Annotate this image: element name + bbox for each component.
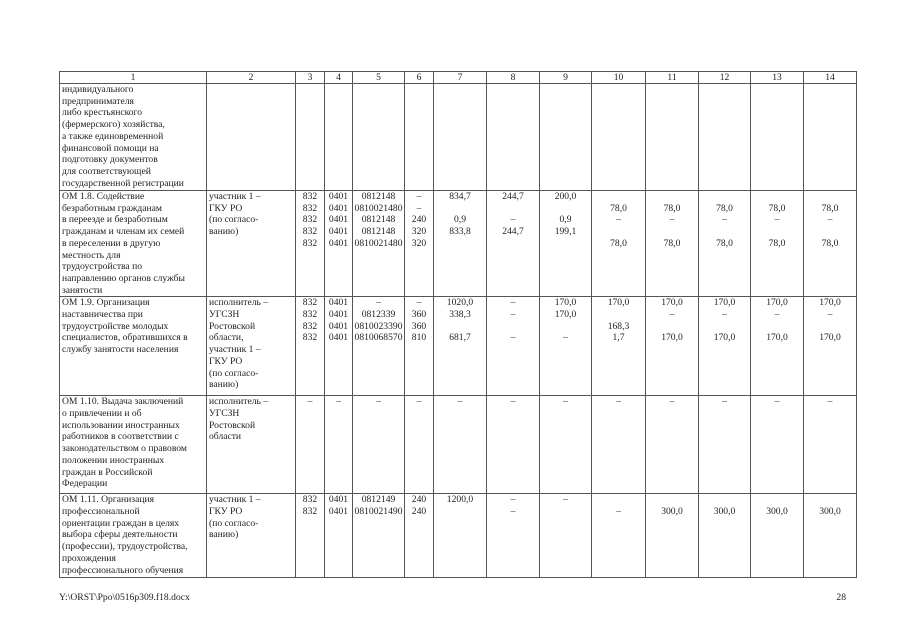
value-cell: 170,0 – 170,0	[699, 297, 751, 396]
column-number-header: 14	[804, 72, 857, 84]
value-cell: – –	[487, 494, 540, 578]
value-cell: 200,0 0,9 199,1	[540, 191, 592, 297]
value-cell: 300,0	[751, 494, 804, 578]
column-number-header: 4	[325, 72, 353, 84]
value-cell: – 360 360 810	[405, 297, 434, 396]
column-number-header: 6	[405, 72, 434, 84]
column-number-header: 13	[751, 72, 804, 84]
value-cell: –	[353, 396, 405, 494]
value-cell: –	[804, 396, 857, 494]
value-cell: 832 832 832 832	[296, 297, 325, 396]
value-cell: –	[592, 396, 646, 494]
measure-name-cell: индивидуального предпринимателя либо крестьянского (фермерского) хозяйства, а также единовременной финансовой помощи на подготовку документов для соответствующей государственной регистрации	[60, 84, 207, 191]
value-cell	[325, 84, 353, 191]
value-cell	[804, 84, 857, 191]
table-row	[60, 396, 857, 494]
value-cell: 170,0 170,0 –	[540, 297, 592, 396]
value-cell: 832 832 832 832 832	[296, 191, 325, 297]
value-cell: – – –	[487, 297, 540, 396]
value-cell: 300,0	[804, 494, 857, 578]
value-cell	[646, 84, 699, 191]
executor-cell	[207, 84, 296, 191]
value-cell	[353, 84, 405, 191]
footer-file-path: Y:\ORST\Ppo\0516p309.f18.docx	[59, 592, 190, 603]
measure-name-cell: ОМ 1.9. Организация наставничества при трудоустройстве молодых специалистов, обратившихся в службу занятости населения	[60, 297, 207, 396]
column-number-header: 7	[434, 72, 487, 84]
value-cell: –	[592, 494, 646, 578]
value-cell: 0401 0401 0401 0401	[325, 297, 353, 396]
value-cell	[699, 84, 751, 191]
table-row	[60, 297, 857, 396]
value-cell: 1020,0 338,3 681,7	[434, 297, 487, 396]
value-cell: 78,0 – 78,0	[646, 191, 699, 297]
table-row	[60, 191, 857, 297]
value-cell: 78,0 – 78,0	[699, 191, 751, 297]
value-cell	[592, 84, 646, 191]
column-number-header: 8	[487, 72, 540, 84]
value-cell: 300,0	[646, 494, 699, 578]
value-cell: –	[405, 396, 434, 494]
value-cell: 832 832	[296, 494, 325, 578]
value-cell: 170,0 – 170,0	[751, 297, 804, 396]
column-number-header: 9	[540, 72, 592, 84]
value-cell	[540, 84, 592, 191]
footer-page-number: 28	[836, 592, 846, 603]
value-cell: –	[325, 396, 353, 494]
value-cell: 170,0 168,3 1,7	[592, 297, 646, 396]
executor-cell: исполнитель – УГСЗН Ростовской области	[207, 396, 296, 494]
value-cell: 240 240	[405, 494, 434, 578]
column-number-header: 10	[592, 72, 646, 84]
value-cell	[487, 84, 540, 191]
value-cell	[434, 84, 487, 191]
executor-cell: исполнитель – УГСЗН Ростовской области, участник 1 – ГКУ РО (по согласо- ванию)	[207, 297, 296, 396]
value-cell: 78,0 – 78,0	[592, 191, 646, 297]
value-cell: –	[487, 396, 540, 494]
value-cell: 78,0 – 78,0	[751, 191, 804, 297]
value-cell: –	[646, 396, 699, 494]
column-number-header: 5	[353, 72, 405, 84]
data-table	[59, 71, 857, 578]
value-cell: –	[296, 396, 325, 494]
value-cell: 170,0 – 170,0	[646, 297, 699, 396]
value-cell: 0401 0401	[325, 494, 353, 578]
value-cell: – 0812339 0810023390 0810068570	[353, 297, 405, 396]
value-cell: 244,7 – 244,7	[487, 191, 540, 297]
value-cell: 834,7 0,9 833,8	[434, 191, 487, 297]
executor-cell: участник 1 – ГКУ РО (по согласо- ванию)	[207, 494, 296, 578]
table-row	[60, 494, 857, 578]
value-cell	[751, 84, 804, 191]
table-body	[60, 72, 857, 578]
value-cell: –	[434, 396, 487, 494]
value-cell: 0401 0401 0401 0401 0401	[325, 191, 353, 297]
value-cell: –	[540, 396, 592, 494]
value-cell: 170,0 – 170,0	[804, 297, 857, 396]
value-cell: –	[699, 396, 751, 494]
value-cell: 78,0 – 78,0	[804, 191, 857, 297]
executor-cell: участник 1 – ГКУ РО (по согласо- ванию)	[207, 191, 296, 297]
value-cell: 0812149 0810021490	[353, 494, 405, 578]
column-number-header: 2	[207, 72, 296, 84]
table-row	[60, 84, 857, 191]
measure-name-cell: ОМ 1.11. Организация профессиональной ориентации граждан в целях выбора сферы деятельности (профессии), трудоустройства, прохождения профессионального обучения	[60, 494, 207, 578]
column-number-header: 1	[60, 72, 207, 84]
value-cell: 0812148 0810021480 0812148 0812148 0810021480	[353, 191, 405, 297]
measure-name-cell: ОМ 1.10. Выдача заключений о привлечении и об использовании иностранных работников в соответствии с законодательством о правовом положении иностранных граждан в Российской Федерации	[60, 396, 207, 494]
value-cell: 300,0	[699, 494, 751, 578]
value-cell: – – 240 320 320	[405, 191, 434, 297]
value-cell	[405, 84, 434, 191]
value-cell: –	[751, 396, 804, 494]
column-number-header: 12	[699, 72, 751, 84]
table-header-row	[60, 72, 857, 84]
value-cell: 1200,0	[434, 494, 487, 578]
column-number-header: 3	[296, 72, 325, 84]
value-cell	[296, 84, 325, 191]
column-number-header: 11	[646, 72, 699, 84]
measure-name-cell: ОМ 1.8. Содействие безработным гражданам в переезде и безработным гражданам и членам их семей в переселении в другую местность для трудоустройства по направлению органов службы занятости	[60, 191, 207, 297]
value-cell: –	[540, 494, 592, 578]
